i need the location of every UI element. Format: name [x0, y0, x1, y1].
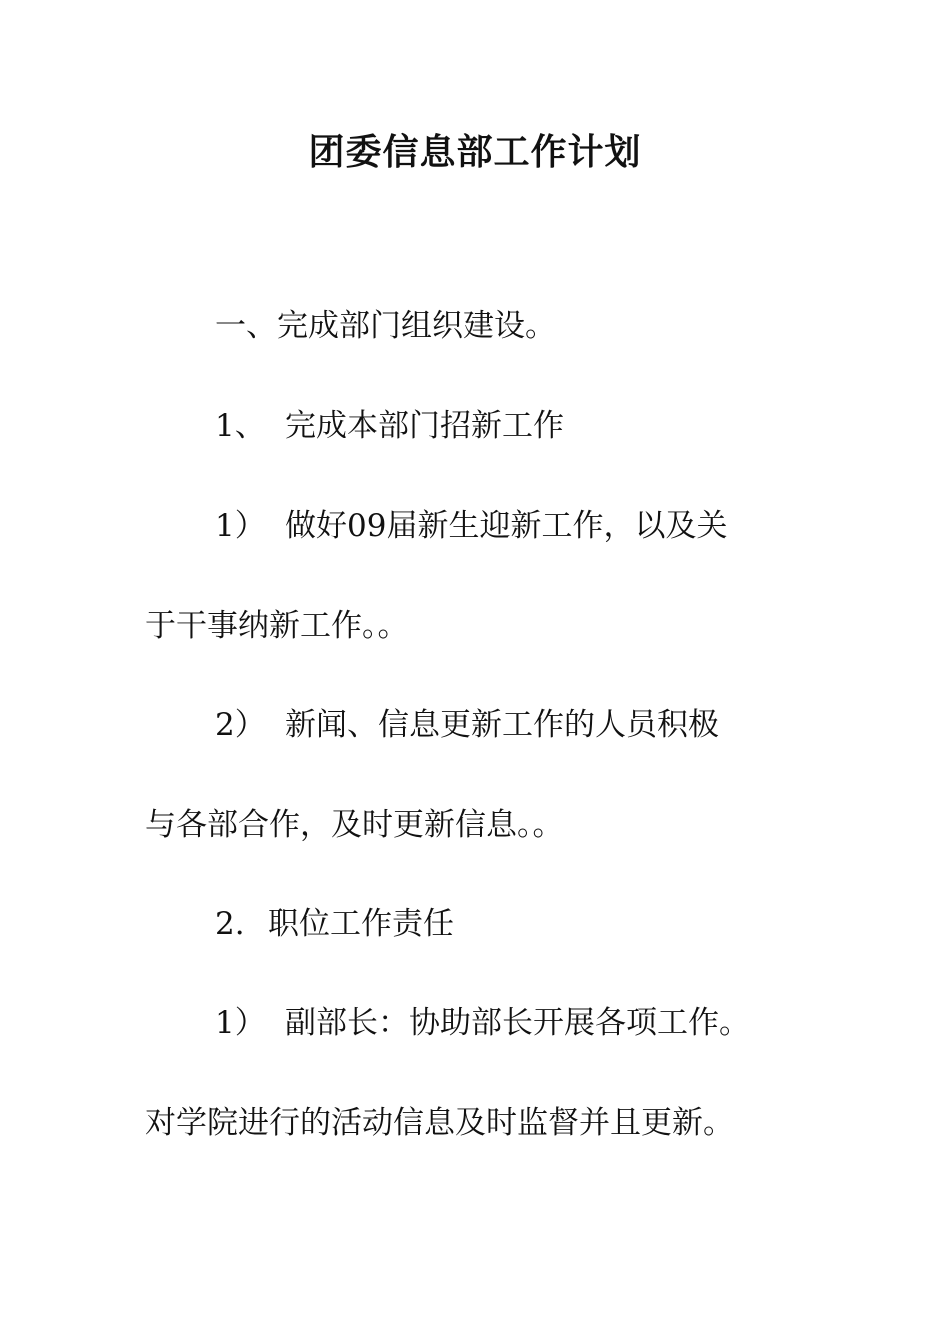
line-text: 职位工作责任 [268, 906, 454, 942]
line-text: 副部长：协助部长开展各项工作。 [285, 1005, 750, 1041]
line-text: 对学院进行的活动信息及时监督并且更新。 [145, 1105, 734, 1141]
line-text: 做好09届新生迎新工作，以及关 [285, 508, 728, 544]
document-title: 团委信息部工作计划 [308, 131, 642, 173]
list-number: 1、 [215, 408, 266, 444]
list-item-2-1 [215, 1003, 750, 1043]
list-item-1-1 [215, 506, 727, 546]
line-text: 一、完成部门组织建设。 [215, 308, 556, 344]
line-text: 于干事纳新工作。。 [145, 608, 409, 644]
list-item-1 [215, 406, 564, 446]
line-text: 完成本部门招新工作 [285, 408, 564, 444]
list-item-2 [215, 904, 454, 944]
list-number: 2） [215, 707, 266, 743]
paragraph-continuation [145, 606, 409, 646]
line-text: 与各部合作，及时更新信息。。 [145, 807, 564, 843]
line-text: 新闻、信息更新工作的人员积极 [285, 707, 719, 743]
list-number: 2. [215, 906, 245, 942]
list-number: 1） [215, 508, 266, 544]
list-number: 1） [215, 1005, 266, 1041]
paragraph-continuation [145, 805, 564, 845]
list-item-1-2 [215, 705, 719, 745]
section-heading-1 [215, 306, 556, 346]
paragraph-continuation [145, 1103, 734, 1143]
